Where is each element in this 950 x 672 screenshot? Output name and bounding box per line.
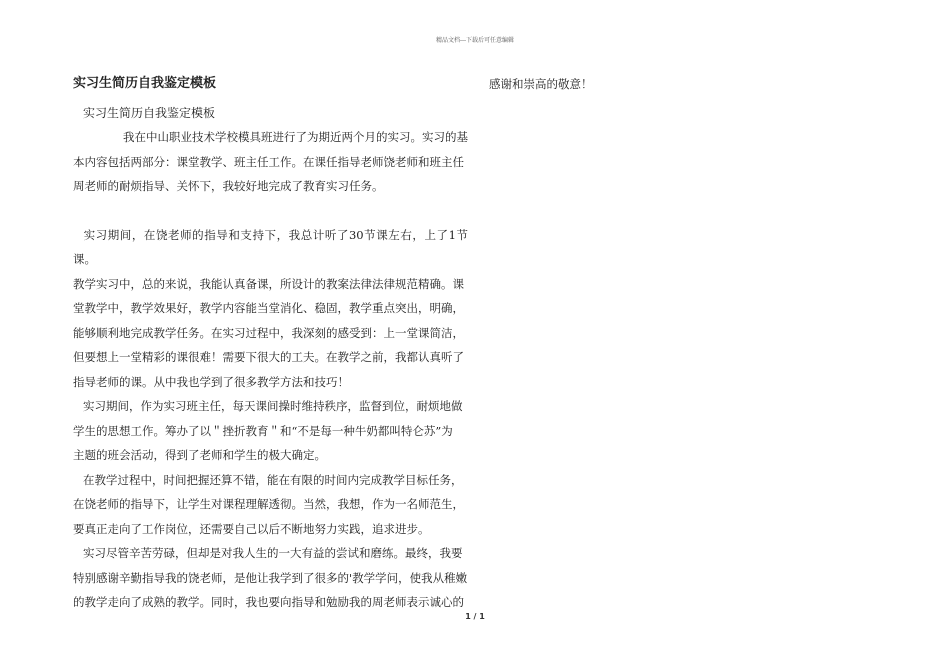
line-text: 我在中山职业技术学校模具班进行了为期近两个月的实习。实习的基	[123, 130, 468, 144]
line-text: 实习期间，作为实习班主任，每天课间操时维持秩序，监督到位，耐烦地做	[83, 399, 463, 413]
paragraph-line: 指导老师的课。从中我也学到了很多教学方法和技巧！	[73, 374, 349, 389]
continuation-text: 感谢和崇高的敬意！	[489, 77, 593, 91]
paragraph-line: 教学实习中，总的来说，我能认真备课，所设计的教案法律法律规范精确。课	[73, 276, 464, 291]
page-number: 1 / 1	[465, 612, 485, 621]
paragraph-line: 能够顺利地完成教学任务。在实习过程中，我深刻的感受到：上一堂课简洁，	[73, 325, 464, 340]
paragraph-line: 学生的思想工作。筹办了以＂挫折教育＂和“不是每一种牛奶都叫特仑苏”为	[73, 423, 453, 438]
paragraph-line	[73, 223, 468, 272]
paragraph-line: 特别感谢辛勤指导我的饶老师，是他让我学到了很多的'教学学问，使我从稚嫩	[73, 570, 468, 585]
paragraph-line: 主题的班会活动，得到了老师和学生的极大确定。	[73, 448, 326, 462]
paragraph-line: 本内容包括两部分：课堂教学、班主任工作。在课任指导老师饶老师和班主任	[73, 154, 464, 169]
paragraph-line: 要真正走向了工作岗位，还需要自己以后不断地努力实践，追求进步。	[73, 521, 430, 536]
header-note: 精品文档---下载后可任意编辑	[435, 37, 515, 44]
paragraph-gap	[73, 199, 468, 223]
paragraph-2	[73, 223, 468, 395]
paragraph-line: 但要想上一堂精彩的课很难！需要下很大的工夫。在教学之前，我都认真听了	[73, 350, 464, 364]
paragraph-4	[73, 468, 468, 542]
paragraph-line: 堂教学中，教学效果好，教学内容能当堂消化、稳固，教学重点突出，明确，	[73, 301, 464, 315]
document-subtitle: 实习生简历自我鉴定模板	[83, 106, 216, 120]
line-text: 实习尽管辛苦劳碌，但却是对我人生的一大有益的尝试和磨练。最终，我要	[83, 546, 463, 560]
paragraph-line	[73, 541, 468, 566]
paragraph-3	[73, 394, 468, 468]
line-text: 在教学过程中，时间把握还算不错，能在有限的时间内完成教学目标任务，	[83, 472, 463, 487]
paragraph-line	[73, 125, 468, 150]
document-title: 实习生简历自我鉴定模板	[73, 76, 217, 91]
paragraph-line: 周老师的耐烦指导、关怀下，我较好地完成了教育实习任务。	[73, 179, 384, 193]
paragraph-line	[73, 468, 468, 493]
paragraph-line: 的教学走向了成熟的教学。同时，我也要向指导和勉励我的周老师表示诚心的	[73, 595, 464, 609]
paragraph-line	[73, 394, 468, 419]
paragraph-line: 在饶老师的指导下，让学生对课程理解透彻。当然，我想，作为一名师范生，	[73, 497, 464, 511]
paragraph-5	[73, 541, 468, 615]
left-column	[73, 72, 468, 615]
paragraph-1	[73, 125, 468, 199]
line-text: 实习期间，在饶老师的指导和支持下，我总计听了30节课左右，上了1节课。	[73, 227, 468, 266]
right-column	[489, 72, 889, 96]
